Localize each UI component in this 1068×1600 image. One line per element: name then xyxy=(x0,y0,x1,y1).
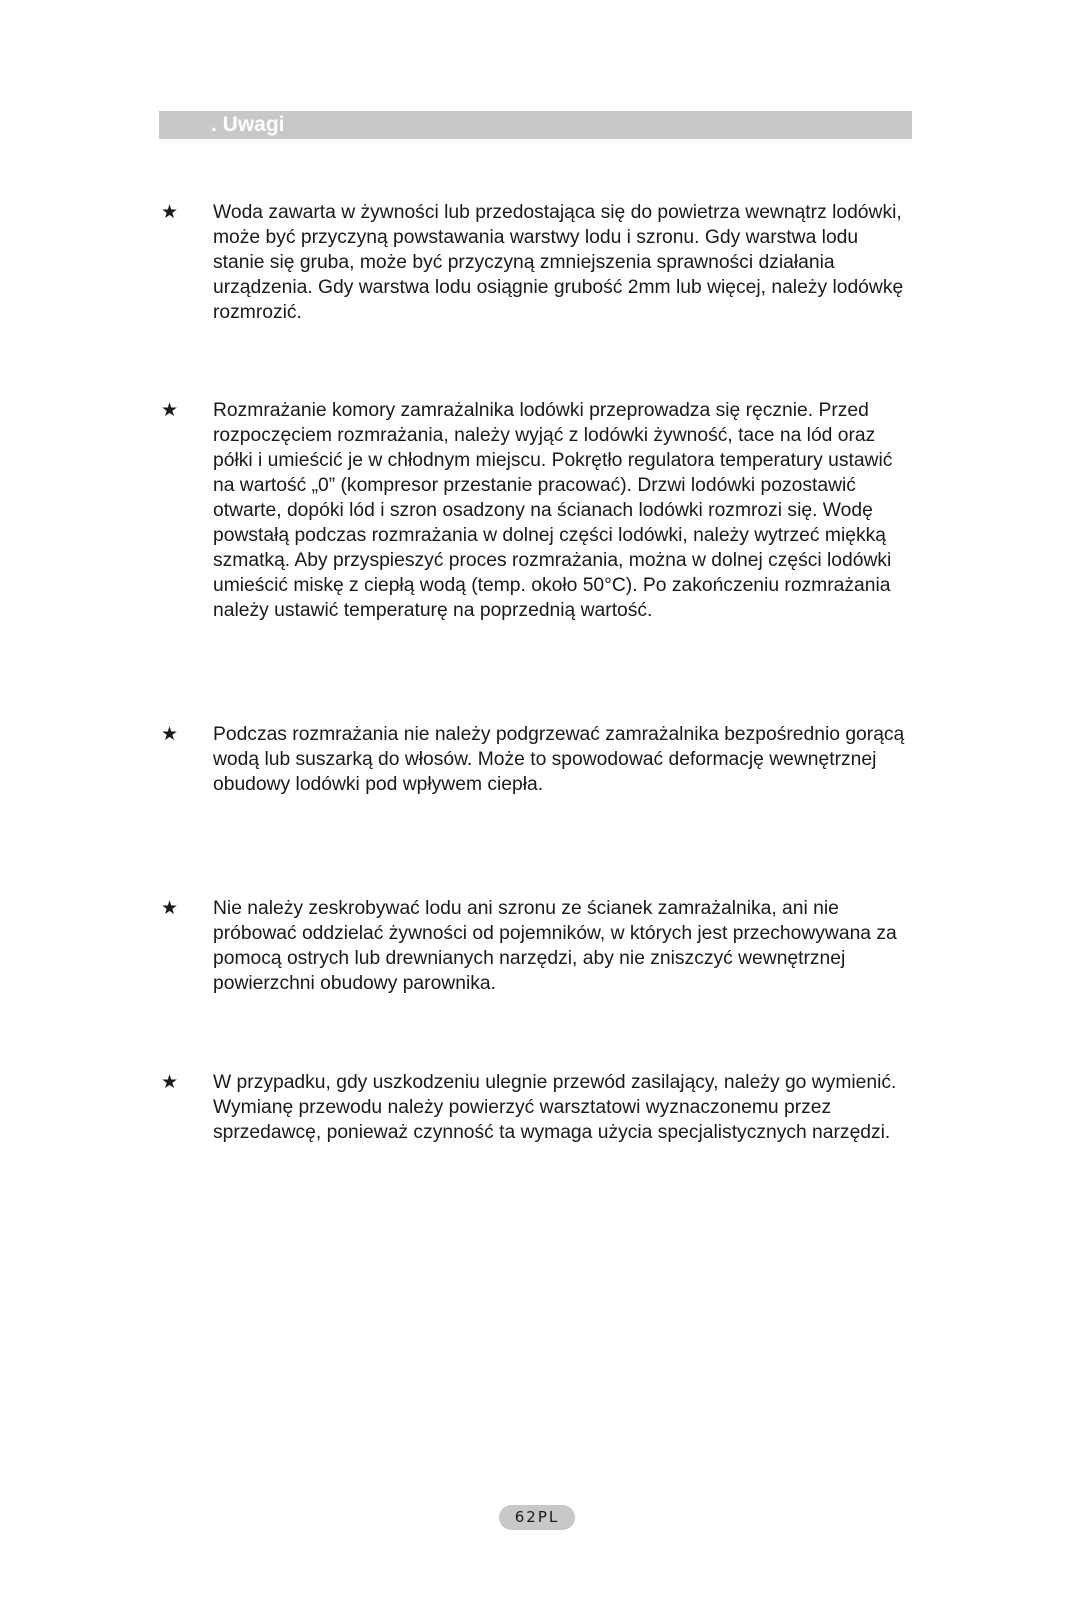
section-header-bar xyxy=(159,111,912,139)
note-text: W przypadku, gdy uszkodzeniu ulegnie przewód zasilający, należy go wymienić. Wymianę przewodu należy powierzyć warsztatowi wyznaczonemu przez sprzedawcę, ponieważ czynność ta wymaga użycia specjalistycznych narzędzi. xyxy=(213,1072,897,1143)
star-icon: ★ xyxy=(161,1071,179,1093)
note-text: Nie należy zeskrobywać lodu ani szronu ze ścianek zamrażalnika, ani nie próbować oddzielać żywności od pojemników, w których jest przechowywana za pomocą ostrych lub drewnianych narzędzi, aby nie zniszczyć wewnętrznej powierzchni obudowy parownika. xyxy=(213,898,897,994)
note-text: Podczas rozmrażania nie należy podgrzewać zamrażalnika bezpośrednio gorącą wodą lub suszarką do włosów. Może to spowodować deformację wewnętrznej obudowy lodówki pod wpływem ciepła. xyxy=(213,724,905,795)
star-icon: ★ xyxy=(161,723,179,745)
star-icon: ★ xyxy=(161,897,179,919)
note-text: Rozmrażanie komory zamrażalnika lodówki przeprowadza się ręcznie. Przed rozpoczęciem rozmrażania, należy wyjąć z lodówki żywność, tace na lód oraz półki i umieścić je w chłodnym miejscu. Pokrętło regulatora temperatury ustawić na wartość „0” (kompresor przestanie pracować). Drzwi lodówki pozostawić otwarte, dopóki lód i szron osadzony na ścianach lodówki rozmrozi się. Wodę powstałą podczas rozmrażania w dolnej części lodówki, należy wytrzeć miękką szmatką. Aby przyspieszyć proces rozmrażania, można w dolnej części lodówki umieścić miskę z ciepłą wodą (temp. około 50°C). Po zakończeniu rozmrażania należy ustawić temperaturę na poprzednią wartość. xyxy=(213,400,893,621)
star-icon: ★ xyxy=(161,399,179,421)
star-icon: ★ xyxy=(161,201,179,223)
section-title: . Uwagi xyxy=(211,113,285,136)
note-text: Woda zawarta w żywności lub przedostająca się do powietrza wewnątrz lodówki, może być przyczyną powstawania warstwy lodu i szronu. Gdy warstwa lodu stanie się gruba, może być przyczyną zmniejszenia sprawności działania urządzenia. Gdy warstwa lodu osiągnie grubość 2mm lub więcej, należy lodówkę rozmrozić. xyxy=(213,202,904,323)
page-number-badge: 62PL xyxy=(499,1505,575,1530)
